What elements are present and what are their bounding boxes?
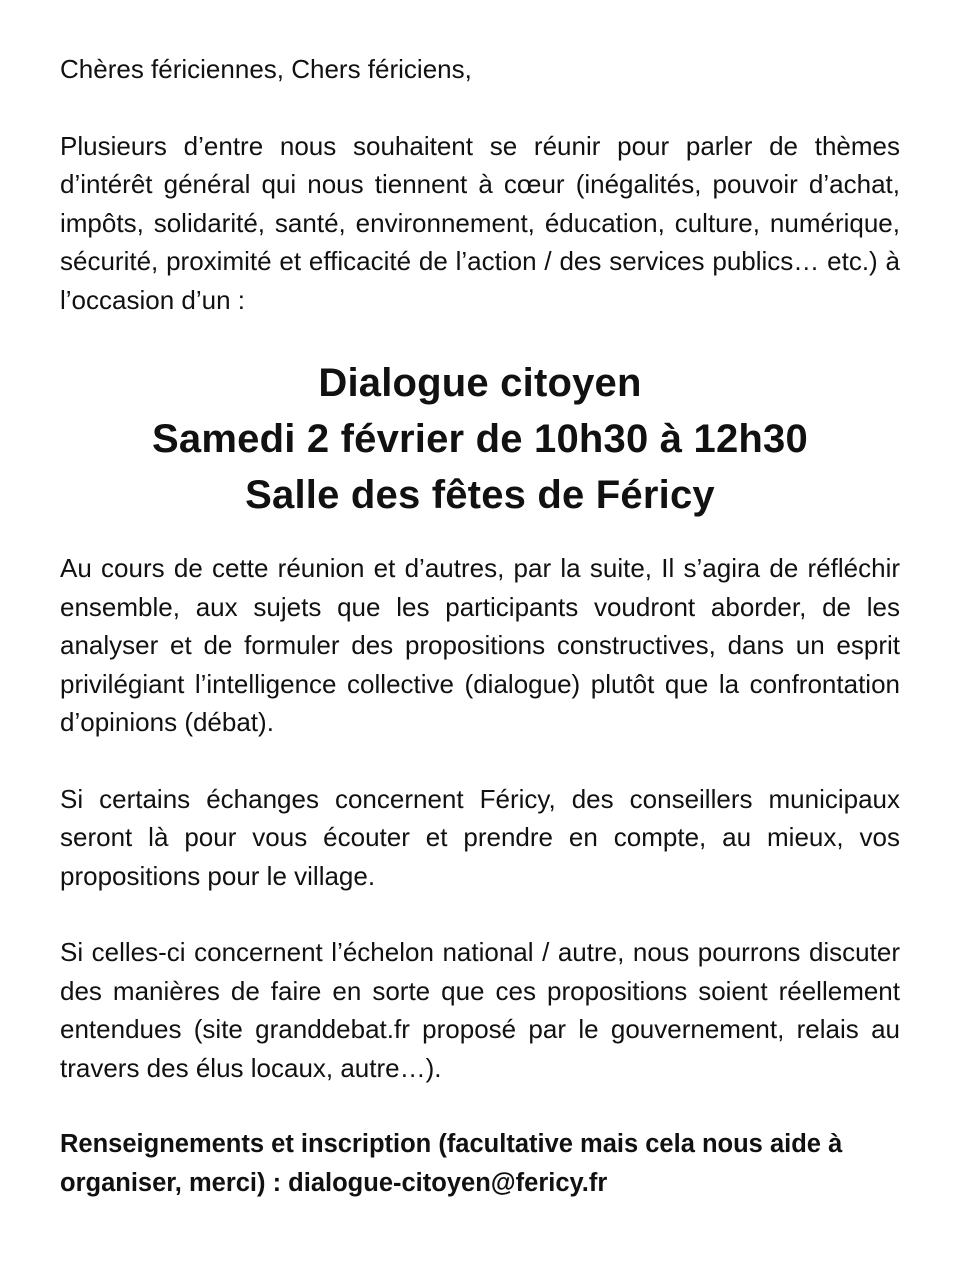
event-location: Salle des fêtes de Féricy: [245, 473, 715, 517]
paragraph-national-topics: Si celles-ci concernent l’échelon national / autre, nous pourrons discuter des manières de faire en sorte que ces propositions soient réellement entendues (site granddebat.fr proposé par le gouvernement, relais au travers des élus locaux, autre…).: [60, 937, 900, 1083]
event-title: Dialogue citoyen: [318, 361, 642, 405]
contact-label: Renseignements et inscription (facultative mais cela nous aide à organiser, merci) :: [60, 1130, 843, 1197]
paragraph-meeting-purpose: Au cours de cette réunion et d’autres, par la suite, Il s’agira de réfléchir ensemble, aux sujets que les participants voudront aborder, de les analyser et de formuler des propositions constructives, dans un esprit privilégiant l’intelligence collective (dialogue) plutôt que la confrontation d’opinions (débat).: [60, 553, 900, 737]
contact-info: [60, 1125, 900, 1202]
document-page: [60, 50, 900, 1202]
event-date-time: Samedi 2 février de 10h30 à 12h30: [152, 417, 808, 461]
contact-email: dialogue-citoyen@fericy.fr: [288, 1168, 608, 1197]
paragraph-local-topics: Si certains échanges concernent Féricy, des conseillers municipaux seront là pour vous écouter et prendre en compte, au mieux, vos propositions pour le village.: [60, 783, 900, 891]
event-title-block: [60, 355, 900, 523]
greeting: Chères fériciennes, Chers fériciens,: [60, 54, 472, 84]
intro-paragraph: Plusieurs d’entre nous souhaitent se réunir pour parler de thèmes d’intérêt général qui nous tiennent à cœur (inégalités, pouvoir d’achat, impôts, solidarité, santé, environnement, éducation, culture, numérique, sécurité, proximité et efficacité de l’action / des services publics… etc.) à l’occasion d’un :: [60, 130, 900, 315]
